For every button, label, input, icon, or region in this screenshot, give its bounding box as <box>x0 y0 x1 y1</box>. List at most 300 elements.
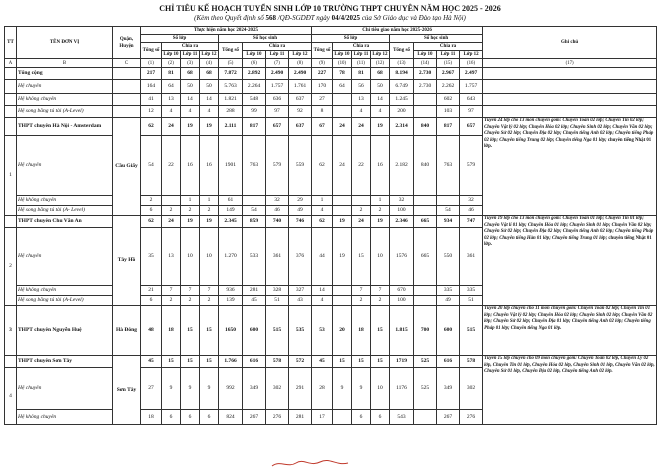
index-cell: (16) <box>460 59 483 68</box>
index-cell: (11) <box>352 59 371 68</box>
col-notes: Ghi chú <box>483 27 657 59</box>
row-value: 13 <box>162 228 181 286</box>
row-value: 50 <box>181 80 200 94</box>
index-cell: C <box>113 59 141 68</box>
row-value: 24 <box>333 136 352 196</box>
row-value: 543 <box>390 410 414 425</box>
row-value: 81 <box>162 68 181 80</box>
row-value: 4 <box>312 296 333 306</box>
row-value: 1.757 <box>460 80 483 94</box>
row-value <box>414 286 437 296</box>
note-text: Tuyển 15 lớp chuyên cho 09 môn chuyên gồm: Chuyên Toán 02 lớp, Chuyên Lý 02 lớp, Chuyên Tin 01 lớp, Chuyên Hóa 02 lớp, Chuyên Sinh 01 lớp, Chuyên Văn 02 lớp, Chuyên Sử 01 lớp, Chuyên Địa 02 lớp, Chuyên tiếng Anh 02 lớp. <box>484 356 655 374</box>
row-value: 665 <box>414 228 437 286</box>
row-value: 8.194 <box>390 68 414 80</box>
row-district: Tây Hồ <box>113 216 141 306</box>
row-value: 7 <box>371 286 390 296</box>
row-value: 51 <box>266 296 289 306</box>
row-value: 740 <box>266 216 289 228</box>
row-value: 35 <box>141 228 162 286</box>
row-value: 1 <box>200 196 219 206</box>
row-value: 9 <box>333 368 352 410</box>
subtitle-suffix: của Sở Giáo dục và Đào tạo Hà Nội) <box>361 14 466 22</box>
row-value: 859 <box>243 216 266 228</box>
row-value: 32 <box>266 196 289 206</box>
row-value: 276 <box>460 410 483 425</box>
row-unit-name: THPT chuyên Sơn Tây <box>17 356 113 368</box>
row-value: 747 <box>460 216 483 228</box>
col-unit: TÊN ĐƠN VỊ <box>17 27 113 59</box>
row-value: 670 <box>390 286 414 296</box>
row-value: 10 <box>181 228 200 286</box>
row-value: 6 <box>352 410 371 425</box>
row-value: 361 <box>266 228 289 286</box>
row-value: 533 <box>243 228 266 286</box>
row-value: 19 <box>371 118 390 136</box>
row-tt <box>5 118 17 136</box>
row-value: 936 <box>219 286 243 296</box>
table-row <box>5 356 657 368</box>
row-value <box>414 410 437 425</box>
row-value: 335 <box>437 286 460 296</box>
row-value: 64 <box>333 80 352 94</box>
row-value: 10 <box>200 228 219 286</box>
row-value <box>162 196 181 206</box>
col-total-3: Tổng số <box>312 43 333 59</box>
table-row <box>5 306 657 356</box>
col-g12: Lớp 12 <box>289 51 312 59</box>
row-unit-name: THPT chuyên Nguyễn Huệ <box>17 306 113 356</box>
row-value: 6 <box>181 410 200 425</box>
row-value: 824 <box>219 410 243 425</box>
row-value: 8 <box>312 106 333 118</box>
index-cell: (15) <box>437 59 460 68</box>
row-value <box>414 296 437 306</box>
row-value: 62 <box>312 216 333 228</box>
row-note <box>483 68 657 80</box>
row-unit-name: Hệ không chuyên <box>17 410 113 425</box>
row-unit-name: Hệ không chuyên <box>17 196 113 206</box>
row-value: 44 <box>312 228 333 286</box>
row-value: 2 <box>200 206 219 216</box>
row-value: 548 <box>243 94 266 106</box>
row-value: 62 <box>141 118 162 136</box>
row-value: 2.182 <box>390 136 414 196</box>
row-value: 4 <box>352 106 371 118</box>
row-value: 2 <box>181 296 200 306</box>
row-value: 7 <box>200 286 219 296</box>
row-value: 281 <box>243 286 266 296</box>
row-value: 763 <box>437 136 460 196</box>
row-note <box>483 106 657 118</box>
row-value: 302 <box>460 368 483 410</box>
row-value: 15 <box>162 356 181 368</box>
row-value: 15 <box>181 306 200 356</box>
row-value: 149 <box>219 206 243 216</box>
row-value <box>414 94 437 106</box>
row-value: 525 <box>414 356 437 368</box>
row-value: 302 <box>266 368 289 410</box>
row-value: 9 <box>352 368 371 410</box>
row-value: 616 <box>243 356 266 368</box>
row-value: 1719 <box>390 356 414 368</box>
row-value: 9 <box>200 368 219 410</box>
row-value: 9 <box>162 368 181 410</box>
col-students-2: Số học sinh <box>390 35 483 43</box>
row-value: 349 <box>243 368 266 410</box>
row-district: Hà Đông <box>113 306 141 356</box>
row-district: Sơn Tây <box>113 356 141 425</box>
row-value: 2.490 <box>266 68 289 80</box>
row-value: 579 <box>266 136 289 196</box>
row-value: 14 <box>181 94 200 106</box>
row-value: 5.763 <box>219 80 243 94</box>
col-students-1: Số học sinh <box>219 35 312 43</box>
row-value: 45 <box>243 296 266 306</box>
row-value: 32 <box>460 196 483 206</box>
row-tt <box>5 68 17 80</box>
row-value: 62 <box>141 216 162 228</box>
row-value: 637 <box>289 94 312 106</box>
col-g10: Lớp 10 <box>163 52 179 57</box>
row-unit-name: Hệ song bằng tú tài (A-Level) <box>17 296 113 306</box>
row-value: 46 <box>266 206 289 216</box>
row-value: 22 <box>352 136 371 196</box>
row-note <box>483 94 657 106</box>
row-value: 92 <box>289 106 312 118</box>
col-tt: TT <box>5 27 17 59</box>
row-value: 14 <box>371 94 390 106</box>
row-value: 19 <box>333 216 352 228</box>
row-value: 4 <box>312 206 333 216</box>
row-tt <box>5 106 17 118</box>
row-value: 100 <box>390 206 414 216</box>
col-classes-2: Số lớp <box>312 35 390 43</box>
row-value: 700 <box>414 306 437 356</box>
index-cell: (13) <box>390 59 414 68</box>
row-value: 15 <box>352 356 371 368</box>
row-value: 15 <box>371 356 390 368</box>
row-note <box>483 118 657 216</box>
row-value: 6 <box>162 410 181 425</box>
row-value: 2 <box>371 296 390 306</box>
col-split-4: Chia ra <box>414 43 483 51</box>
col-g11: Lớp 11 <box>266 51 289 59</box>
row-value: 10 <box>371 368 390 410</box>
row-value: 763 <box>243 136 266 196</box>
index-cell: (2) <box>162 59 181 68</box>
row-value: 2 <box>162 296 181 306</box>
row-value: 19 <box>371 216 390 228</box>
row-value: 97 <box>460 106 483 118</box>
note-text: chuyên tiếng Nhật 01 lớp. <box>484 235 652 247</box>
row-value: 376 <box>289 228 312 286</box>
row-unit-name: Hệ chuyên <box>17 80 113 94</box>
row-value: 164 <box>141 80 162 94</box>
row-value: 840 <box>414 118 437 136</box>
row-value <box>414 106 437 118</box>
row-value: 665 <box>414 216 437 228</box>
index-cell: (5) <box>219 59 243 68</box>
row-value: 600 <box>437 306 460 356</box>
row-value: 2.314 <box>390 118 414 136</box>
row-district <box>113 68 141 80</box>
row-value: 68 <box>181 68 200 80</box>
row-value: 15 <box>352 228 371 286</box>
row-value: 600 <box>243 306 266 356</box>
row-value <box>243 196 266 206</box>
row-value <box>333 286 352 296</box>
row-value: 18 <box>141 410 162 425</box>
row-value: 24 <box>162 216 181 228</box>
row-value: 637 <box>289 118 312 136</box>
row-value: 992 <box>219 368 243 410</box>
row-value: 636 <box>266 94 289 106</box>
row-value: 19 <box>200 118 219 136</box>
index-cell: (3) <box>181 59 200 68</box>
row-value: 4 <box>371 106 390 118</box>
col-g12: Lớp 12 <box>460 51 483 59</box>
row-value: 1.766 <box>219 356 243 368</box>
row-value: 22 <box>162 136 181 196</box>
col-g11: Lớp 11 <box>437 51 460 59</box>
index-cell: A <box>5 59 17 68</box>
row-value: 349 <box>437 368 460 410</box>
table-row <box>5 94 657 106</box>
note-text: Tuyển 24 lớp cho 13 môn chuyên gồm: Chuyên Toán 02 lớp; Chuyên Tin 02 lớp; Chuyên Vật lý 02 lớp; Chuyên Hóa 02 lớp; Chuyên Sinh 02 lớp; Chuyên Văn 02 lớp; Chuyên Sử 02 lớp; Chuyên Địa 02 lớp; Chuyên tiếng Anh 02 lớp; Chuyên tiếng Pháp 02 lớp; Chuyên tiếng Trung 02 lớp; Chuyên tiếng Nga 01 lớp; <box>484 118 654 143</box>
row-value: 16 <box>371 136 390 196</box>
row-value: 840 <box>414 136 437 196</box>
index-cell: (14) <box>414 59 437 68</box>
table-header <box>5 27 657 59</box>
row-value: 616 <box>437 356 460 368</box>
row-value: 7.872 <box>219 68 243 80</box>
row-value: 15 <box>200 356 219 368</box>
row-unit-name: Hệ chuyên <box>17 136 113 196</box>
row-value <box>333 196 352 206</box>
row-tt: 4 <box>5 368 17 425</box>
index-cell: (6) <box>243 59 266 68</box>
decision-number: 568 <box>265 14 276 22</box>
row-unit-name: Hệ không chuyên <box>17 94 113 106</box>
row-value: 2 <box>352 296 371 306</box>
row-value: 49 <box>289 206 312 216</box>
row-value: 17 <box>312 410 333 425</box>
row-value: 6 <box>200 410 219 425</box>
subtitle-prefix: (Kèm theo Quyết định số <box>194 14 264 22</box>
row-value: 579 <box>460 136 483 196</box>
row-value: 9 <box>181 368 200 410</box>
row-value: 1576 <box>390 228 414 286</box>
table-row <box>5 68 657 80</box>
row-value: 32 <box>390 196 414 206</box>
row-value: 2 <box>162 206 181 216</box>
row-value: 817 <box>437 118 460 136</box>
row-note <box>483 356 657 425</box>
row-value: 45 <box>141 356 162 368</box>
row-unit-name: Tổng cộng <box>17 68 113 80</box>
row-value: 1.815 <box>390 306 414 356</box>
col-g10: Lớp 10 <box>414 51 437 59</box>
col-district: Quận, Huyện <box>113 27 141 59</box>
row-note <box>483 216 657 306</box>
row-value <box>333 296 352 306</box>
col-g11: Lớp 11 <box>181 51 200 59</box>
row-value: 578 <box>460 356 483 368</box>
row-value: 41 <box>141 94 162 106</box>
row-value: 62 <box>312 136 333 196</box>
row-value: 1.757 <box>266 80 289 94</box>
row-value: 1 <box>371 196 390 206</box>
row-value: 657 <box>460 118 483 136</box>
row-value: 10 <box>371 228 390 286</box>
row-value: 535 <box>289 306 312 356</box>
row-value: 46 <box>460 206 483 216</box>
row-value: 657 <box>266 118 289 136</box>
col-split-1: Chia ra <box>162 43 219 51</box>
row-value: 327 <box>289 286 312 296</box>
row-value: 1901 <box>219 136 243 196</box>
row-value: 525 <box>414 368 437 410</box>
row-value: 6 <box>141 296 162 306</box>
row-value: 45 <box>312 356 333 368</box>
row-tt: 2 <box>5 228 17 306</box>
row-value <box>414 196 437 206</box>
row-value: 15 <box>333 356 352 368</box>
index-cell: (17) <box>483 59 657 68</box>
note-text: chuyên tiếng Nhật 01 lớp. <box>484 137 652 149</box>
row-value: 1.245 <box>390 94 414 106</box>
col-period-2025: Chỉ tiêu giao năm học 2025-2026 <box>312 27 483 35</box>
row-value: 24 <box>352 216 371 228</box>
row-value: 21 <box>141 286 162 296</box>
row-value: 19 <box>200 216 219 228</box>
row-value: 1 <box>181 196 200 206</box>
row-value: 227 <box>312 68 333 80</box>
row-value: 288 <box>219 106 243 118</box>
row-value: 67 <box>312 118 333 136</box>
row-unit-name: THPT chuyên Hà Nội - Amsterdam <box>17 118 113 136</box>
row-value: 2 <box>141 196 162 206</box>
document-subtitle <box>0 14 660 22</box>
row-value: 170 <box>312 80 333 94</box>
row-value: 15 <box>181 356 200 368</box>
row-value: 515 <box>266 306 289 356</box>
row-value: 97 <box>266 106 289 118</box>
col-g10: Lớp 10 <box>243 51 266 59</box>
row-note <box>483 306 657 356</box>
row-value: 2.111 <box>219 118 243 136</box>
row-tt: 3 <box>5 306 17 356</box>
row-value: 267 <box>437 410 460 425</box>
row-value: 6 <box>371 410 390 425</box>
document-title: CHỈ TIÊU KẾ HOẠCH TUYỂN SINH LỚP 10 TRƯỜNG THPT CHUYÊN NĂM HỌC 2025 - 2026 <box>159 4 501 13</box>
table-body <box>5 59 657 425</box>
row-value: 14 <box>200 94 219 106</box>
col-split-3: Chia ra <box>333 43 390 51</box>
row-value: 50 <box>200 80 219 94</box>
row-value: 24 <box>162 118 181 136</box>
row-value: 13 <box>162 94 181 106</box>
row-unit-name: Hệ không chuyên <box>17 286 113 296</box>
row-tt <box>5 216 17 228</box>
row-value: 2.730 <box>414 68 437 80</box>
row-value: 515 <box>460 306 483 356</box>
row-value: 817 <box>243 118 266 136</box>
row-value: 99 <box>243 106 266 118</box>
row-value: 18 <box>162 306 181 356</box>
row-value: 2.262 <box>437 80 460 94</box>
row-value: 27 <box>141 368 162 410</box>
index-cell: B <box>17 59 113 68</box>
row-value: 2 <box>181 206 200 216</box>
row-value: 54 <box>141 136 162 196</box>
row-value: 602 <box>437 94 460 106</box>
index-cell: (4) <box>200 59 219 68</box>
decision-date: 04/4/2025 <box>331 14 361 22</box>
row-value: 276 <box>266 410 289 425</box>
col-total-2: Tổng số <box>219 43 243 59</box>
row-value: 2 <box>352 206 371 216</box>
row-value: 100 <box>390 296 414 306</box>
row-district <box>113 94 141 106</box>
row-value: 54 <box>243 206 266 216</box>
row-value: 7 <box>181 286 200 296</box>
row-value: 335 <box>460 286 483 296</box>
row-district <box>113 106 141 118</box>
enrollment-table <box>4 26 657 425</box>
row-value: 78 <box>333 68 352 80</box>
row-value: 16 <box>200 136 219 196</box>
row-value: 139 <box>219 296 243 306</box>
index-cell: (7) <box>266 59 289 68</box>
col-split-2: Chia ra <box>243 43 312 51</box>
row-value <box>437 196 460 206</box>
row-tt <box>5 356 17 368</box>
row-value: 578 <box>266 356 289 368</box>
row-value: 2.967 <box>437 68 460 80</box>
row-value: 361 <box>460 228 483 286</box>
row-unit-name: Hệ song bằng tú tài (A- Level) <box>17 206 113 216</box>
row-value: 934 <box>437 216 460 228</box>
index-cell: (9) <box>312 59 333 68</box>
row-value <box>352 196 371 206</box>
row-value: 14 <box>312 286 333 296</box>
row-value <box>333 94 352 106</box>
row-value: 2.730 <box>414 80 437 94</box>
row-value: 68 <box>371 68 390 80</box>
row-value: 2.346 <box>390 216 414 228</box>
row-value: 200 <box>390 106 414 118</box>
row-value: 572 <box>289 356 312 368</box>
col-period-2024: Thực hiện năm học 2024-2025 <box>141 27 312 35</box>
row-value: 29 <box>289 196 312 206</box>
row-value: 43 <box>289 296 312 306</box>
row-value: 217 <box>141 68 162 80</box>
row-value: 2.264 <box>243 80 266 94</box>
row-value: 19 <box>333 228 352 286</box>
col-g12: Lớp 12 <box>372 52 388 57</box>
row-value: 28 <box>312 368 333 410</box>
index-cell: (12) <box>371 59 390 68</box>
row-value: 7 <box>352 286 371 296</box>
row-value: 49 <box>437 296 460 306</box>
row-value: 56 <box>352 80 371 94</box>
col-total-4: Tổng số <box>390 43 414 59</box>
col-g10: Lớp 10 <box>334 52 350 57</box>
table-row <box>5 216 657 228</box>
row-value <box>414 206 437 216</box>
row-value: 81 <box>352 68 371 80</box>
